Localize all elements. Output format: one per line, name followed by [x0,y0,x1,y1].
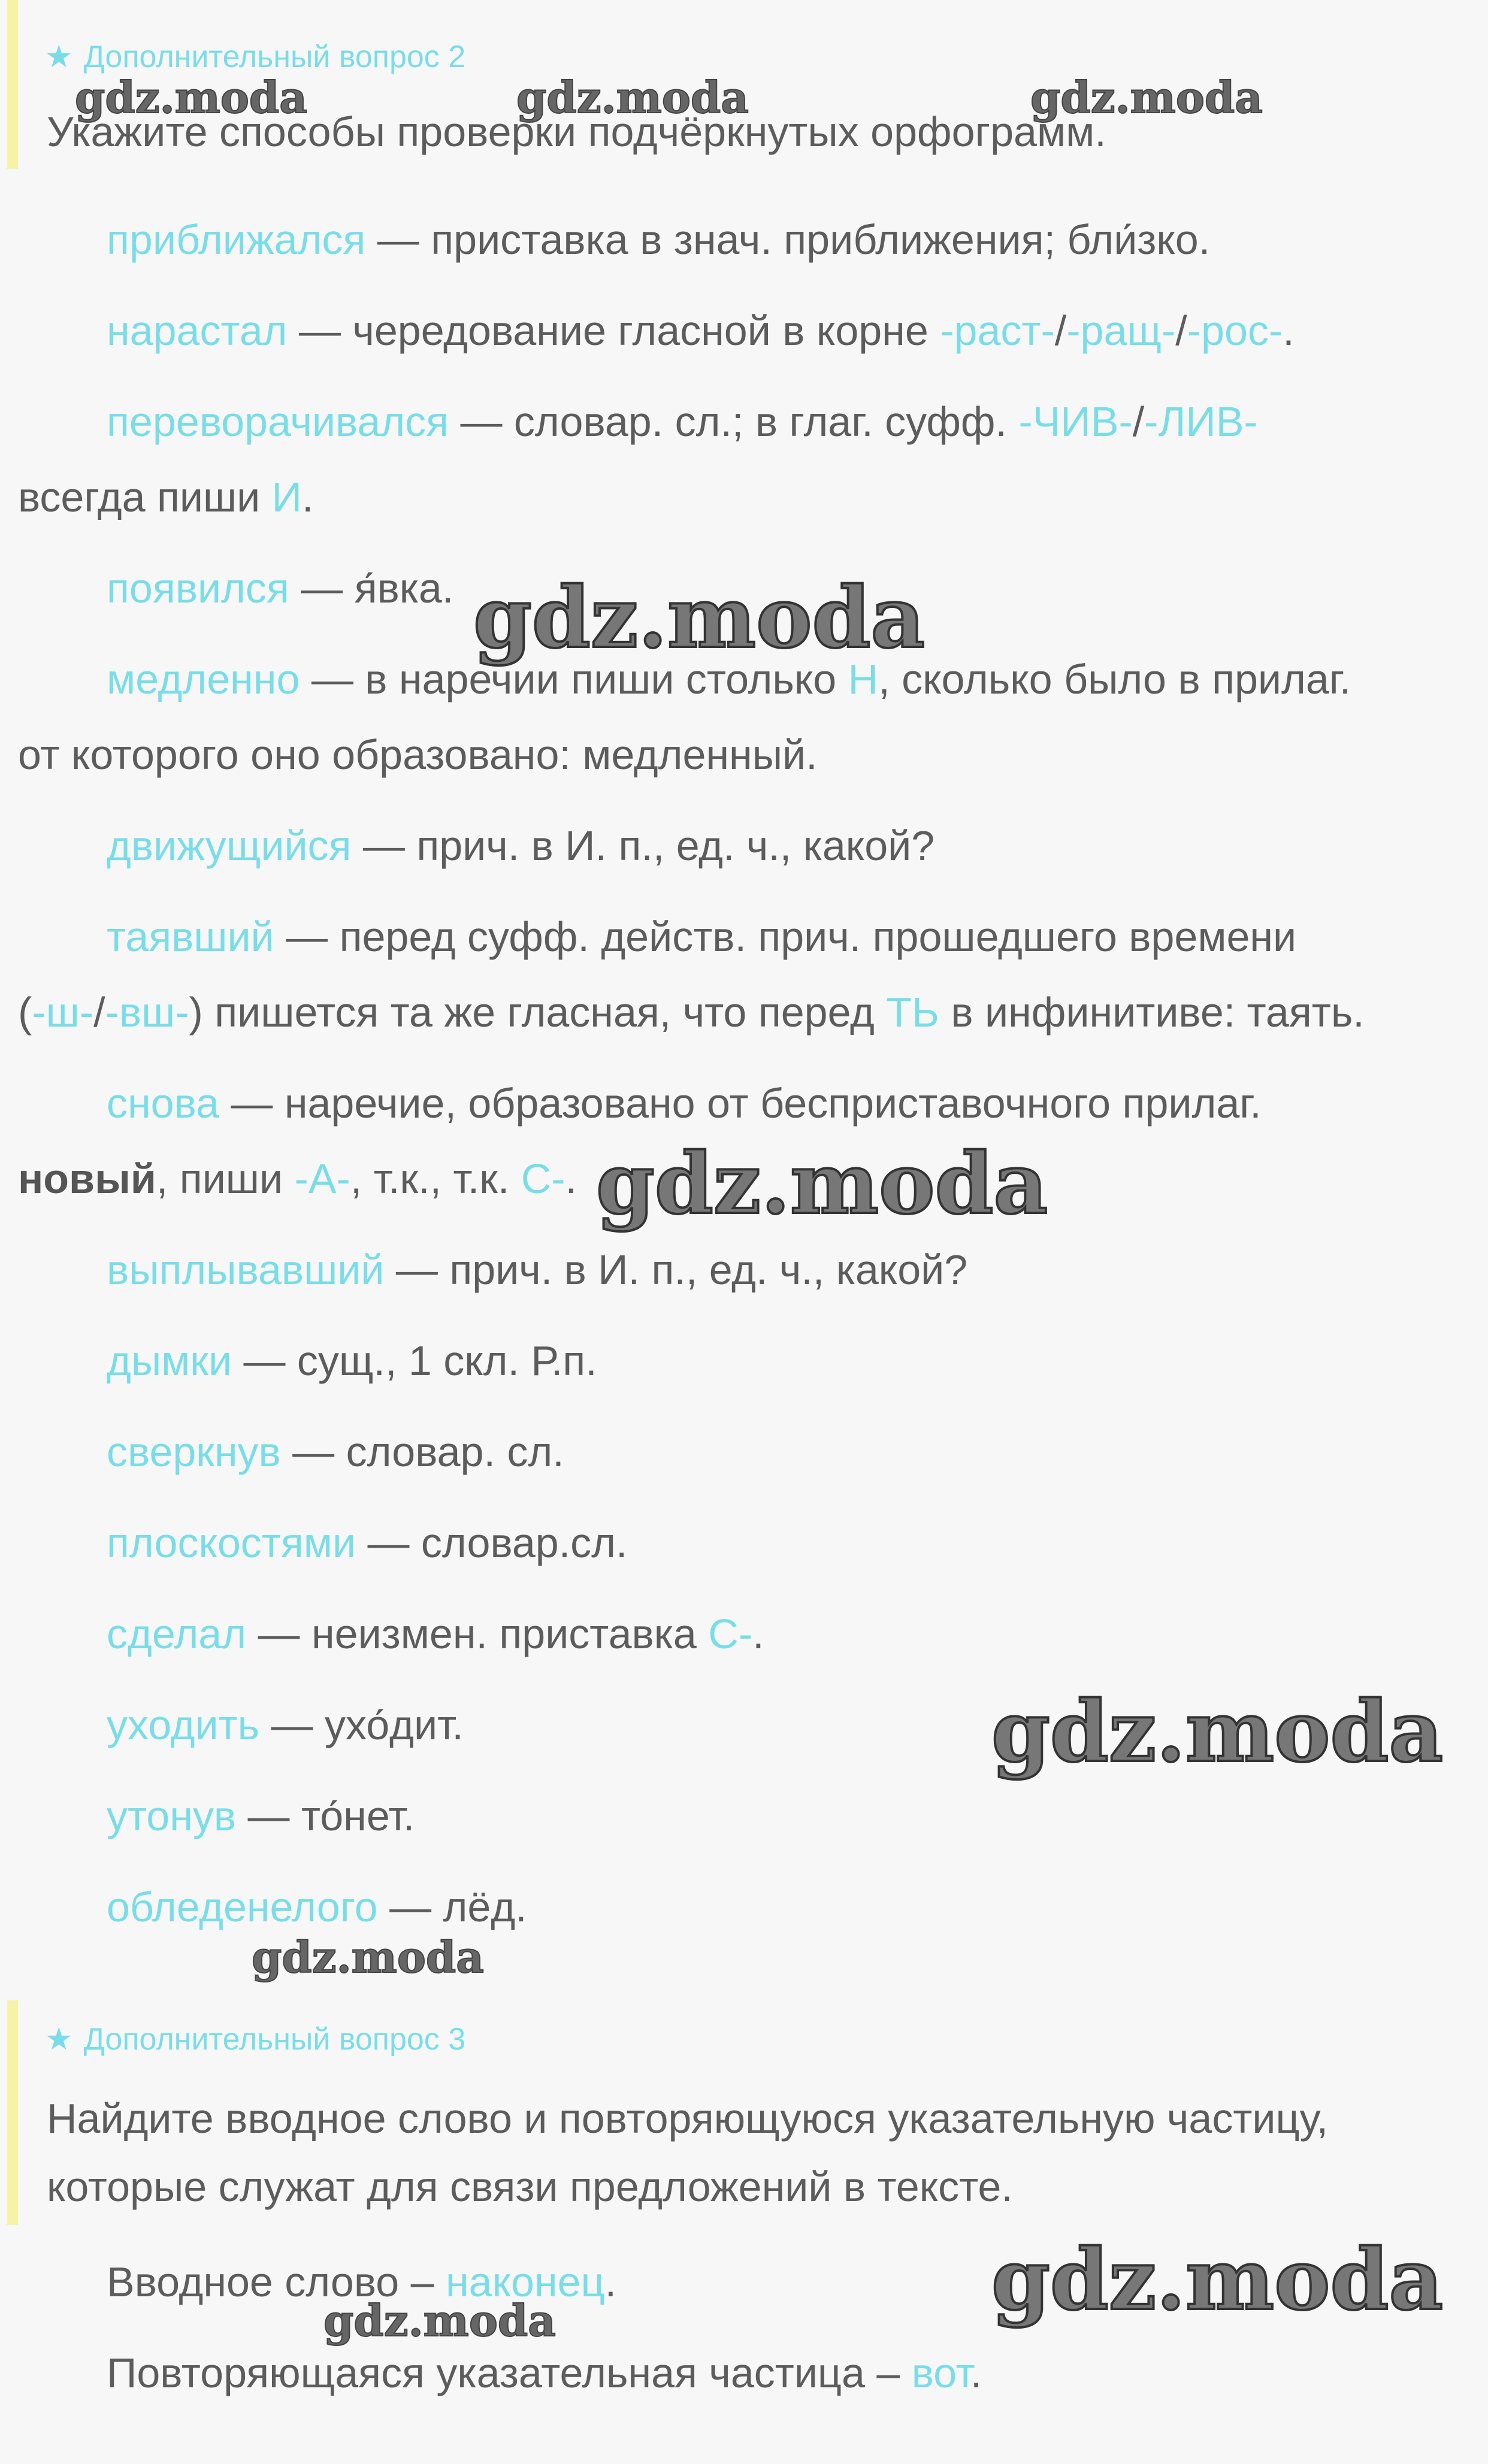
line-text: — прич. в И. п., ед. ч., какой? [384,1246,968,1293]
watermark: gdz.moda [596,1135,1048,1233]
highlight-letter: -А- [294,1155,350,1202]
highlight-word: дымки [107,1337,232,1384]
separator: / [93,989,105,1036]
line-text: — то́нет. [236,1793,415,1839]
section-title-text: Дополнительный вопрос 2 [83,40,466,74]
star-icon: ★ [45,2022,73,2057]
highlight-word: нарастал [107,307,288,354]
highlight-word: уходить [107,1702,260,1748]
highlight-prefix: С- [708,1611,753,1657]
watermark: gdz.moda [323,2295,556,2346]
task-text: Найдите вводное слово и повторяющуюся указательную частицу, [47,2095,1329,2142]
highlight-letter: ТЬ [886,989,939,1036]
punct: . [565,1155,577,1202]
answer-line [107,1079,1262,1127]
highlight-suffix: -рос- [1187,307,1283,354]
answer-line [107,1246,967,1294]
line-text: Повторяющаяся указательная частица – [107,2350,912,2396]
separator: / [1054,307,1067,354]
highlight-word: И [271,474,302,520]
line-text: всегда пиши [18,474,272,520]
highlight-word: сверкнув [107,1428,281,1475]
answer-line [107,1519,627,1567]
highlight-word: появился [107,565,289,612]
task-text: Укажите способы проверки подчёркнутых орфограмм. [47,108,1106,155]
separator: / [1175,307,1187,354]
answer-line [18,988,1365,1036]
watermark: gdz.moda [252,1932,484,1982]
line-text: — неизмен. приставка [246,1611,709,1657]
line-text: — лёд. [377,1884,527,1930]
answer-line [107,1701,464,1749]
highlight-word: выплывавший [107,1246,385,1293]
line-text: — словар. сл.; в глаг. суфф. [449,398,1019,445]
highlight-word: медленно [107,656,300,703]
line-text: , пиши [156,1155,295,1202]
highlight-word: наконец [446,2259,605,2305]
bold-word: новый [18,1155,156,1202]
line-text: , т.к., т.к. [350,1155,521,1202]
punct: . [1283,307,1295,354]
highlight-word: сделал [107,1611,247,1657]
line-text: в инфинитиве: таять. [939,989,1365,1036]
line-text: ( [18,989,32,1036]
line-text: — ухо́дит. [259,1702,464,1748]
line-text: — приставка в знач. приближения; бли́зко. [365,216,1211,263]
section-title [45,2021,465,2057]
section-title-text: Дополнительный вопрос 3 [83,2022,466,2057]
star-icon: ★ [45,40,73,74]
highlight-suffix: -раст- [940,307,1055,354]
line-text: — в наречии пиши столько [300,656,848,703]
punct: . [752,1611,764,1657]
highlight-suffix: -ш- [32,989,94,1036]
line-text: , сколько было в прилаг. [878,656,1351,703]
highlight-word: таявший [107,913,274,960]
answer-line [18,1155,577,1203]
answer-line [107,1428,564,1476]
section-title [45,39,465,75]
highlight-suffix: -вш- [105,989,189,1036]
line-text: — я́вка. [289,565,454,612]
answer-line [107,307,1295,355]
line-text: — словар.сл. [356,1519,628,1566]
answer-line [107,1337,597,1385]
answer-line [107,1883,527,1931]
answer-line [107,216,1210,264]
answer-line [18,731,818,779]
line-text: Вводное слово – [107,2259,446,2305]
answer-line [107,822,934,870]
line-text: от которого оно образовано: медленный. [18,731,818,778]
highlight-word: приближался [107,216,366,263]
highlight-suffix: -ЧИВ- [1018,398,1133,445]
line-text: — чередование гласной в корне [287,307,940,354]
highlight-word: движущийся [107,822,352,869]
highlight-word: вот [911,2350,970,2396]
highlight-prefix: С- [521,1155,565,1202]
answer-line [107,564,453,612]
quote-bar [7,0,18,169]
line-text: — словар. сл. [280,1428,564,1475]
punct: . [604,2259,617,2305]
quote-bar [7,2000,18,2225]
line-text: ) пишется та же гласная, что перед [189,989,887,1036]
task-text: которые служат для связи предложений в тексте. [47,2163,1013,2210]
punct: . [301,474,314,520]
highlight-word: снова [107,1080,219,1127]
answer-line [107,913,1296,961]
answer-line [107,1792,415,1840]
highlight-letter: Н [848,656,879,703]
line-text: — сущ., 1 скл. Р.п. [232,1337,597,1384]
highlight-suffix: -ЛИВ- [1144,398,1258,445]
watermark: gdz.moda [991,2231,1444,2329]
highlight-suffix: -ращ- [1066,307,1176,354]
watermark: gdz.moda [1030,72,1263,123]
highlight-word: утонув [107,1793,237,1839]
punct: . [970,2350,982,2396]
watermark: gdz.moda [991,1683,1444,1781]
separator: / [1132,398,1145,445]
highlight-word: обледенелого [107,1884,378,1930]
answer-line [107,398,1258,446]
watermark: gdz.moda [516,72,749,123]
answer-line [107,1610,764,1658]
line-text: — наречие, образовано от бесприставочного прилаг. [219,1080,1262,1127]
line-text: — перед суфф. действ. прич. прошедшего времени [274,913,1297,960]
answer-line [18,473,313,521]
watermark: gdz.moda [473,569,926,667]
highlight-word: плоскостями [107,1519,356,1566]
watermark: gdz.moda [75,72,307,123]
answer-line [107,2349,982,2397]
line-text: — прич. в И. п., ед. ч., какой? [351,822,935,869]
highlight-word: переворачивался [107,398,449,445]
